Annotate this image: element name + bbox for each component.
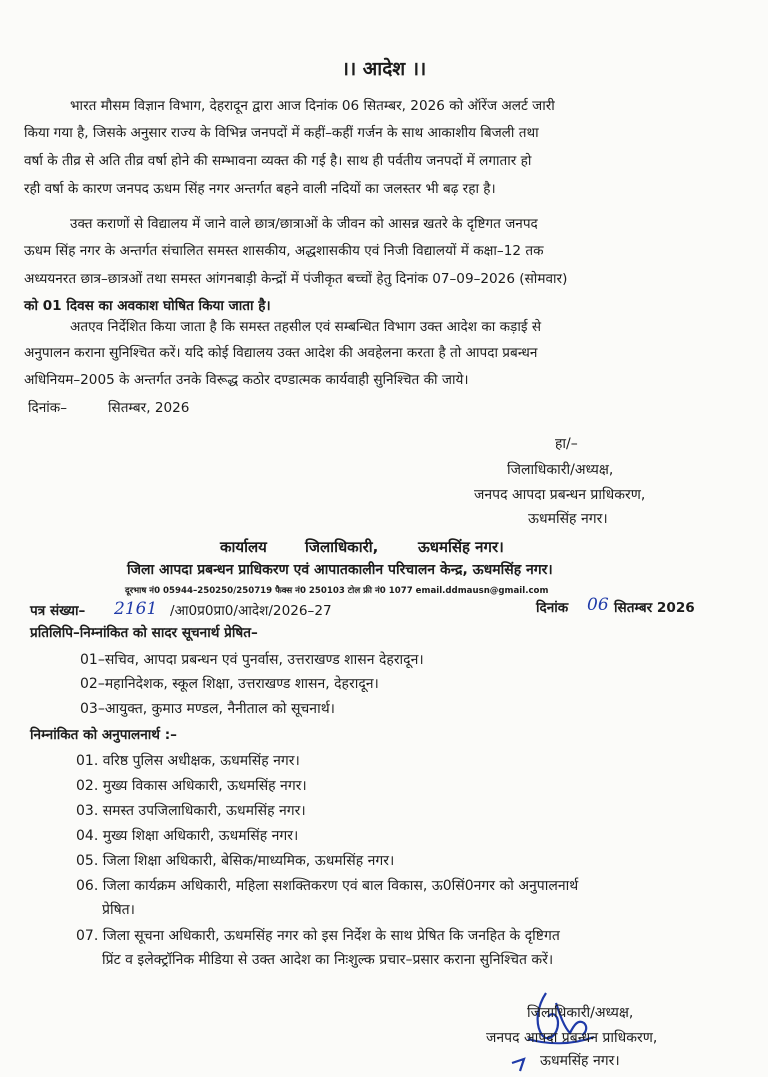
signature1-authority: जनपद आपदा प्रबन्धन प्राधिकरण,	[474, 487, 646, 503]
office-dm: जिलाधिकारी,	[305, 538, 379, 556]
signature2-line1: जिलाधिकारी/अध्यक्ष,	[527, 1005, 634, 1021]
para1-line1: भारत मौसम विज्ञान विभाग, देहरादून द्वारा आज दिनांक 06 सितम्बर, 2026 को ऑरेंज अलर्ट जारी	[70, 98, 555, 114]
compliance-heading: निम्नांकित को अनुपालनार्थ :–	[30, 727, 177, 743]
office-label: कार्यालय	[220, 538, 267, 556]
copy-to-item-2: 02–महानिदेशक, स्कूल शिक्षा, उत्तराखण्ड शासन, देहरादून।	[80, 676, 379, 692]
signature2-line2: जनपद आपदा प्रबन्धन प्राधिकरण,	[486, 1030, 658, 1046]
para1-line2: किया गया है, जिसके अनुसार राज्य के विभिन्न जनपदों में कहीं–कहीं गर्जन के साथ आकाशीय बिजली तथा	[24, 125, 539, 141]
para3-line1: अतएव निर्देशित किया जाता है कि समस्त तहसील एवं सम्बन्धित विभाग उक्त आदेश का कड़ाई से	[70, 319, 542, 335]
para1-line4: रही वर्षा के कारण जनपद ऊधम सिंह नगर अन्तर्गत बहने वाली नदियों का जलस्तर भी बढ़ रहा है।	[24, 181, 496, 197]
order-date-label: दिनांक–	[28, 400, 68, 416]
para2-line2: ऊधम सिंह नगर के अन्तर्गत संचालित समस्त शासकीय, अद्धशासकीय एवं निजी विद्यालयों में कक्षा–12 तक	[24, 243, 544, 259]
signed-mark: हा/–	[555, 436, 578, 452]
signature1-designation: जिलाधिकारी/अध्यक्ष,	[507, 462, 614, 478]
signature2-line3: ऊधमसिंह नगर।	[540, 1053, 620, 1069]
copy-to-item-3: 03–आयुक्त, कुमाउ मण्डल, नैनीताल को सूचनार्थ।	[80, 701, 335, 717]
compliance-item-3: 03. समस्त उपजिलाधिकारी, ऊधमसिंह नगर।	[76, 803, 306, 819]
compliance-item-6: 06. जिला कार्यक्रम अधिकारी, महिला सशक्तिकरण एवं बाल विकास, ऊ0सिं0नगर को अनुपालनार्थ	[76, 878, 579, 894]
letter-date-handwritten: 06	[587, 595, 609, 615]
office-place: ऊधमसिंह नगर।	[418, 538, 504, 556]
para1-line3: वर्षा के तीव्र से अति तीव्र वर्षा होने की सम्भावना व्यक्त की गई है। साथ ही पर्वतीय जनपदों में लगातार हो	[24, 153, 532, 169]
letter-number-suffix: /आ0प्र0प्रा0/आदेश/2026–27	[170, 603, 332, 619]
copy-to-heading: प्रतिलिपि–निम्नांकित को सादर सूचनार्थ प्रेषित–	[30, 625, 258, 641]
compliance-item-4: 04. मुख्य शिक्षा अधिकारी, ऊधमसिंह नगर।	[76, 828, 299, 844]
para2-line4: को 01 दिवस का अवकाश घोषित किया जाता है।	[24, 298, 271, 314]
para2-line1: उक्त कराणों से विद्यालय में जाने वाले छात्र/छात्राओं के जीवन को आसन्न खतरे के दृष्टिगत जनपद	[70, 216, 538, 232]
compliance-item-6-cont: प्रेषित।	[102, 902, 135, 918]
compliance-item-7-cont: प्रिंट व इलेक्ट्रॉनिक मीडिया से उक्त आदेश का निःशुल्क प्रचार–प्रसार कराना सुनिश्चित करें।	[102, 952, 554, 968]
order-heading: ।। आदेश ।।	[341, 58, 427, 80]
para3-line2: अनुपालन कराना सुनिश्चित करें। यदि कोई विद्यालय उक्त आदेश की अवहेलना करता है तो आपदा प्रबन्धन	[24, 345, 538, 361]
signature1-place: ऊधमसिंह नगर।	[528, 511, 608, 527]
office-authority: जिला आपदा प्रबन्धन प्राधिकरण एवं आपातकालीन परिचालन केन्द्र, ऊधमसिंह नगर।	[127, 562, 553, 578]
compliance-item-1: 01. वरिष्ठ पुलिस अधीक्षक, ऊधमसिंह नगर।	[76, 753, 300, 769]
letter-date-label: दिनांक	[536, 600, 569, 616]
para3-line3: अधिनियम–2005 के अन्तर्गत उनके विरूद्ध कठोर दण्डात्मक कार्यवाही सुनिश्चित की जाये।	[24, 372, 469, 388]
compliance-item-2: 02. मुख्य विकास अधिकारी, ऊधमसिंह नगर।	[76, 778, 307, 794]
copy-to-item-1: 01–सचिव, आपदा प्रबन्धन एवं पुनर्वास, उत्तराखण्ड शासन देहरादून।	[80, 652, 424, 668]
order-date-value: सितम्बर, 2026	[108, 400, 190, 416]
compliance-item-5: 05. जिला शिक्षा अधिकारी, बेसिक/माध्यमिक, ऊधमसिंह नगर।	[76, 853, 395, 869]
compliance-item-7: 07. जिला सूचना अधिकारी, ऊधमसिंह नगर को इस निर्देश के साथ प्रेषित कि जनहित के दृष्टिगत	[76, 928, 560, 944]
letter-number-handwritten: 2161	[114, 599, 158, 619]
letter-date-suffix: सितम्बर 2026	[614, 600, 695, 616]
office-contact: दूरभाष नं0 05944–250250/250719 फैक्स नं0 250103 टोल फ्री नं0 1077 email.ddmausn@gmail.com	[125, 586, 549, 596]
letter-number-label: पत्र संख्या–	[30, 603, 86, 619]
para2-line3: अध्ययनरत छात्र–छात्रओं तथा समस्त आंगनबाड़ी केन्द्रों में पंजीकृत बच्चों हेतु दिनांक 07–09–2026 (सोमवार)	[24, 271, 568, 287]
